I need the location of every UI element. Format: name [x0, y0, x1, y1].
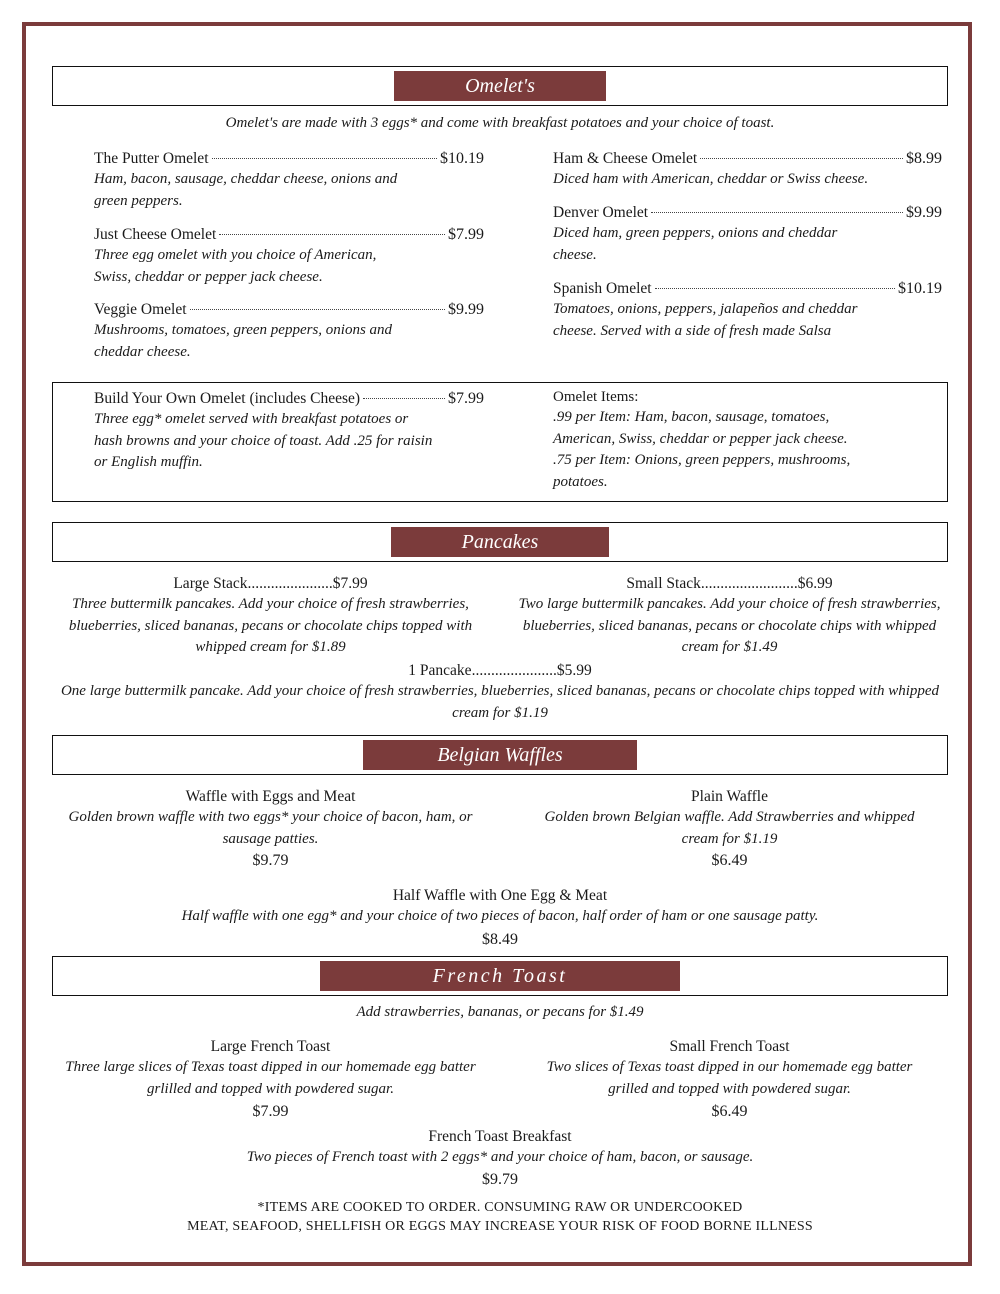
menu-item	[553, 279, 942, 342]
item-name: Small Stack	[626, 575, 701, 592]
item-description: Two slices of Texas toast dipped in our homemade egg batter grilled and topped with powdered sugar.	[546, 1059, 913, 1097]
menu-item	[553, 149, 942, 191]
item-price: $8.49	[482, 930, 518, 948]
item-price: $7.99	[332, 575, 368, 592]
disclaimer	[52, 1198, 948, 1236]
menu-item	[517, 1037, 942, 1124]
item-name: Half Waffle with One Egg & Meat	[392, 887, 608, 904]
french-toast-header: French Toast	[320, 961, 680, 991]
menu-item	[94, 389, 484, 474]
item-name: Ham & Cheese Omelet	[553, 150, 698, 167]
omelet-items-line: .99 per Item: Ham, bacon, sausage, tomatoes, American, Swiss, cheddar or pepper jack cheese.	[553, 409, 848, 447]
menu-item	[60, 1127, 940, 1191]
item-price: $9.79	[252, 852, 289, 869]
waffles-header: Belgian Waffles	[363, 740, 637, 770]
item-name: Veggie Omelet	[94, 301, 187, 318]
menu-item: 1 Pancake......................$5.99 One large buttermilk pancake. Add your choice of fresh strawberries, blueberries, sliced bananas, pecans or chocolate chips topped with whipped cream for $1.19	[60, 661, 940, 724]
menu-item	[517, 787, 942, 872]
item-description: Golden brown waffle with two eggs* your choice of bacon, ham, or sausage patties.	[68, 809, 473, 847]
menu-item	[60, 886, 940, 952]
omelet-items-title: Omelet Items:	[553, 389, 639, 405]
item-name: Build Your Own Omelet (includes Cheese)	[94, 390, 361, 407]
item-description: Mushrooms, tomatoes, green peppers, onions and cheddar cheese.	[94, 322, 393, 360]
item-description: Diced ham, green peppers, onions and cheddar cheese.	[553, 225, 838, 263]
item-price: $6.49	[711, 852, 748, 869]
item-price: $10.19	[898, 280, 942, 297]
omelet-items	[553, 387, 883, 493]
item-name: Just Cheese Omelet	[94, 226, 217, 243]
item-description: Golden brown Belgian waffle. Add Strawberries and whipped cream for $1.19	[544, 809, 915, 847]
item-description: Three egg omelet with you choice of American, Swiss, cheddar or pepper jack cheese.	[94, 247, 377, 285]
item-name: Plain Waffle	[691, 788, 768, 805]
menu-item	[94, 300, 484, 363]
item-name: Denver Omelet	[553, 204, 649, 221]
item-price: $9.79	[482, 1170, 518, 1188]
item-description: Three large slices of Texas toast dipped in our homemade egg batter grlilled and topped with powdered sugar.	[65, 1059, 476, 1097]
item-price: $7.99	[448, 226, 484, 243]
omelet-items-line: .75 per Item: Onions, green peppers, mushrooms, potatoes.	[553, 452, 851, 490]
item-name: Small French Toast	[669, 1038, 790, 1055]
item-price: $9.99	[448, 301, 484, 318]
item-price: $5.99	[556, 662, 592, 679]
item-description: Three buttermilk pancakes. Add your choice of fresh strawberries, blueberries, sliced bananas, pecans or chocolate chips topped with whipped cream for $1.89	[68, 596, 473, 655]
item-description: Half waffle with one egg* and your choice of two pieces of bacon, half order of ham or one sausage patty.	[181, 908, 819, 924]
item-price: $10.19	[440, 150, 484, 167]
item-description: One large buttermilk pancake. Add your choice of fresh strawberries, blueberries, sliced bananas, pecans or chocolate chips topped with whipped cream for $1.19	[60, 683, 940, 721]
item-name: 1 Pancake	[408, 662, 472, 679]
item-name: French Toast Breakfast	[428, 1128, 572, 1145]
item-price: $7.99	[448, 390, 484, 407]
item-price: $8.99	[906, 150, 942, 167]
french-toast-intro: Add strawberries, bananas, or pecans for $1.49	[356, 1004, 644, 1020]
item-description: Ham, bacon, sausage, cheddar cheese, onions and green peppers.	[94, 171, 398, 209]
omelets-intro: Omelet's are made with 3 eggs* and come with breakfast potatoes and your choice of toast.	[225, 115, 775, 131]
disclaimer-line: *ITEMS ARE COOKED TO ORDER. CONSUMING RAW OR UNDERCOOKED	[257, 1200, 743, 1215]
omelets-header: Omelet's	[394, 71, 606, 101]
item-description: Two pieces of French toast with 2 eggs* and your choice of ham, bacon, or sausage.	[246, 1149, 754, 1165]
item-description: Tomatoes, onions, peppers, jalapeños and cheddar cheese. Served with a side of fresh made Salsa	[553, 301, 858, 339]
item-description: Two large buttermilk pancakes. Add your choice of fresh strawberries, blueberries, sliced bananas, pecans or chocolate chips with whipped cream for $1.49	[518, 596, 941, 655]
item-name: Large Stack	[173, 575, 248, 592]
item-description: Three egg* omelet served with breakfast potatoes or hash browns and your choice of toast. Add .25 for raisin or English muffin.	[94, 411, 433, 470]
menu-item	[58, 1037, 483, 1124]
item-price: $6.99	[797, 575, 833, 592]
item-name: Waffle with Eggs and Meat	[185, 788, 356, 805]
menu-item	[553, 203, 942, 266]
menu-item	[94, 225, 484, 288]
item-price: $6.49	[711, 1103, 748, 1120]
item-price: $9.99	[906, 204, 942, 221]
menu-item: Large Stack......................$7.99 Three buttermilk pancakes. Add your choice of fresh strawberries, blueberries, sliced bananas, pecans or chocolate chips topped with whipped cream for $1.89	[58, 574, 483, 659]
menu-item: Small Stack.........................$6.99 Two large buttermilk pancakes. Add your choice of fresh strawberries, blueberries, sliced bananas, pecans or chocolate chips with whipped cream for $1.49	[517, 574, 942, 659]
menu-item	[94, 149, 484, 212]
item-name: Large French Toast	[210, 1038, 331, 1055]
item-price: $7.99	[252, 1103, 289, 1120]
pancakes-header: Pancakes	[391, 527, 609, 557]
disclaimer-line: MEAT, SEAFOOD, SHELLFISH OR EGGS MAY INCREASE YOUR RISK OF FOOD BORNE ILLNESS	[187, 1219, 813, 1234]
item-name: Spanish Omelet	[553, 280, 652, 297]
item-description: Diced ham with American, cheddar or Swiss cheese.	[553, 171, 869, 187]
item-name: The Putter Omelet	[94, 150, 209, 167]
menu-item	[58, 787, 483, 872]
